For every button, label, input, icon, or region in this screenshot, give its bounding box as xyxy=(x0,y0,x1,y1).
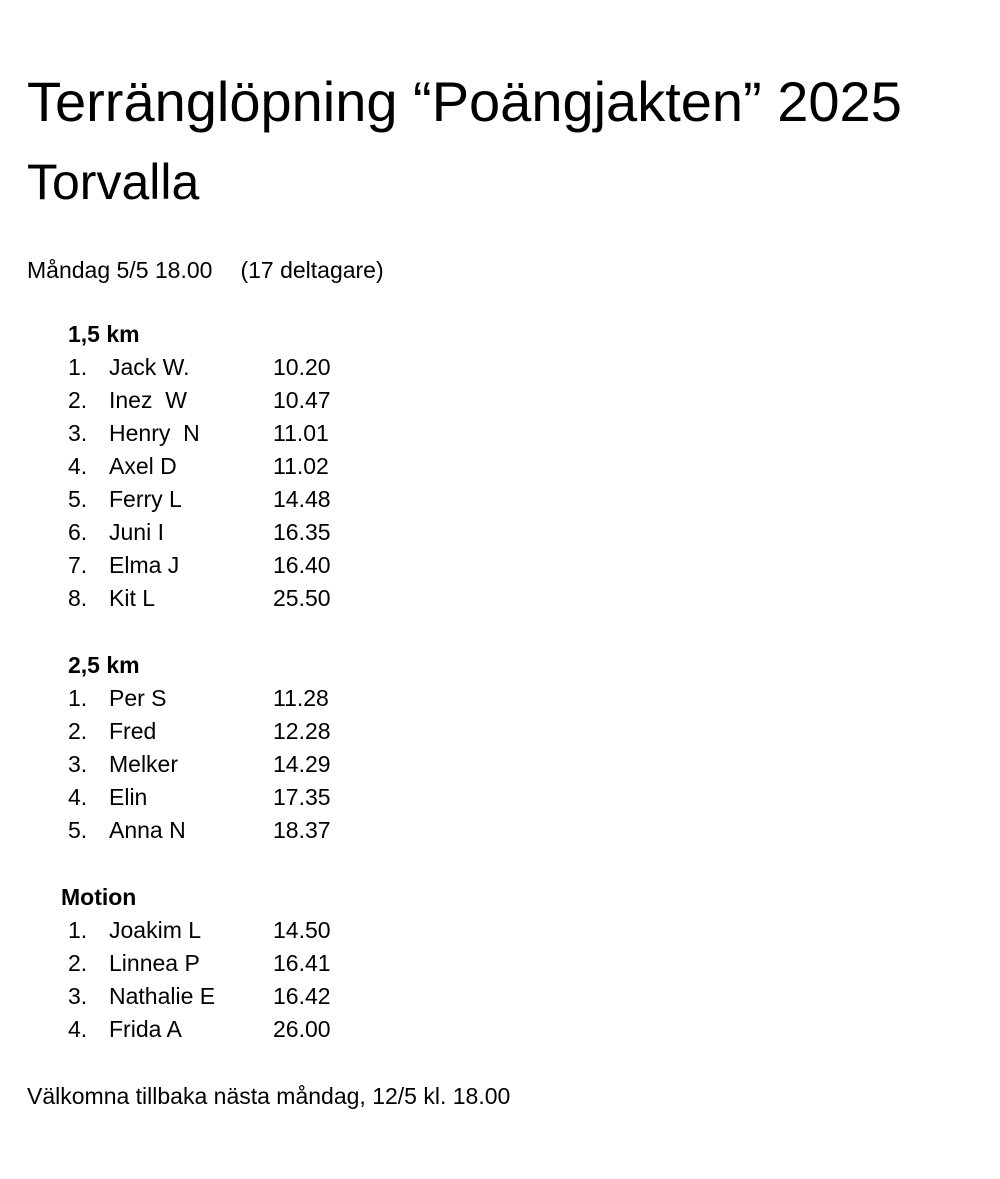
finish-time: 11.02 xyxy=(273,453,329,479)
result-row xyxy=(68,814,388,847)
rank: 5. xyxy=(68,817,88,843)
result-row xyxy=(68,682,388,715)
result-row xyxy=(68,417,388,450)
finish-time: 16.41 xyxy=(273,950,331,976)
rank: 1. xyxy=(68,917,88,943)
runner-name: Juni I xyxy=(109,519,164,545)
results-section-2-5-km xyxy=(68,649,388,847)
runner-name: Frida A xyxy=(109,1016,182,1042)
footer-note: Välkomna tillbaka nästa måndag, 12/5 kl. 18.00 xyxy=(27,1083,511,1109)
rank: 5. xyxy=(68,486,88,512)
finish-time: 11.01 xyxy=(273,420,329,446)
runner-name: Nathalie E xyxy=(109,983,216,1009)
runner-name: Elma J xyxy=(109,552,180,578)
section-heading: Motion xyxy=(61,884,137,910)
rank: 3. xyxy=(68,751,88,777)
rank: 4. xyxy=(68,1016,88,1042)
finish-time: 17.35 xyxy=(273,784,331,810)
finish-time: 10.20 xyxy=(273,354,331,380)
runner-name: Anna N xyxy=(109,817,186,843)
rank: 4. xyxy=(68,784,88,810)
result-row xyxy=(68,450,388,483)
runner-name: Linnea P xyxy=(109,950,200,976)
runner-name: Elin xyxy=(109,784,148,810)
result-row xyxy=(68,351,388,384)
finish-time: 11.28 xyxy=(273,685,329,711)
results-section-motion xyxy=(61,881,388,1046)
finish-time: 16.35 xyxy=(273,519,331,545)
finish-time: 25.50 xyxy=(273,585,331,611)
finish-time: 14.50 xyxy=(273,917,331,943)
result-row xyxy=(68,715,388,748)
rank: 3. xyxy=(68,983,88,1009)
runner-name: Henry N xyxy=(109,420,200,446)
location-subtitle: Torvalla xyxy=(27,154,200,210)
result-row xyxy=(68,748,388,781)
runner-name: Jack W. xyxy=(109,354,190,380)
result-row xyxy=(68,549,388,582)
rank: 3. xyxy=(68,420,88,446)
rank: 1. xyxy=(68,685,88,711)
rank: 2. xyxy=(68,387,88,413)
section-heading: 2,5 km xyxy=(68,652,140,678)
finish-time: 14.29 xyxy=(273,751,331,777)
event-info xyxy=(27,255,384,285)
results-section-1-5-km xyxy=(68,318,388,615)
runner-name: Fred xyxy=(109,718,157,744)
finish-time: 12.28 xyxy=(273,718,331,744)
finish-time: 18.37 xyxy=(273,817,331,843)
rank: 2. xyxy=(68,950,88,976)
rank: 8. xyxy=(68,585,88,611)
event-date: Måndag 5/5 18.00 xyxy=(27,257,213,283)
runner-name: Kit L xyxy=(109,585,156,611)
result-row xyxy=(68,947,388,980)
result-row xyxy=(68,781,388,814)
runner-name: Per S xyxy=(109,685,167,711)
rank: 7. xyxy=(68,552,88,578)
rank: 1. xyxy=(68,354,88,380)
result-row xyxy=(68,384,388,417)
runner-name: Joakim L xyxy=(109,917,202,943)
section-heading: 1,5 km xyxy=(68,321,140,347)
rank: 2. xyxy=(68,718,88,744)
runner-name: Inez W xyxy=(109,387,187,413)
participant-count: (17 deltagare) xyxy=(240,257,384,283)
result-row xyxy=(68,1013,388,1046)
runner-name: Melker xyxy=(109,751,179,777)
rank: 4. xyxy=(68,453,88,479)
finish-time: 16.40 xyxy=(273,552,331,578)
finish-time: 10.47 xyxy=(273,387,331,413)
result-row xyxy=(68,914,388,947)
finish-time: 16.42 xyxy=(273,983,331,1009)
finish-time: 14.48 xyxy=(273,486,331,512)
result-row xyxy=(68,483,388,516)
result-row xyxy=(68,980,388,1013)
runner-name: Ferry L xyxy=(109,486,182,512)
page-title: Terränglöpning “Poängjakten” 2025 xyxy=(27,70,902,133)
runner-name: Axel D xyxy=(109,453,177,479)
rank: 6. xyxy=(68,519,88,545)
result-row xyxy=(68,582,388,615)
finish-time: 26.00 xyxy=(273,1016,331,1042)
result-row xyxy=(68,516,388,549)
